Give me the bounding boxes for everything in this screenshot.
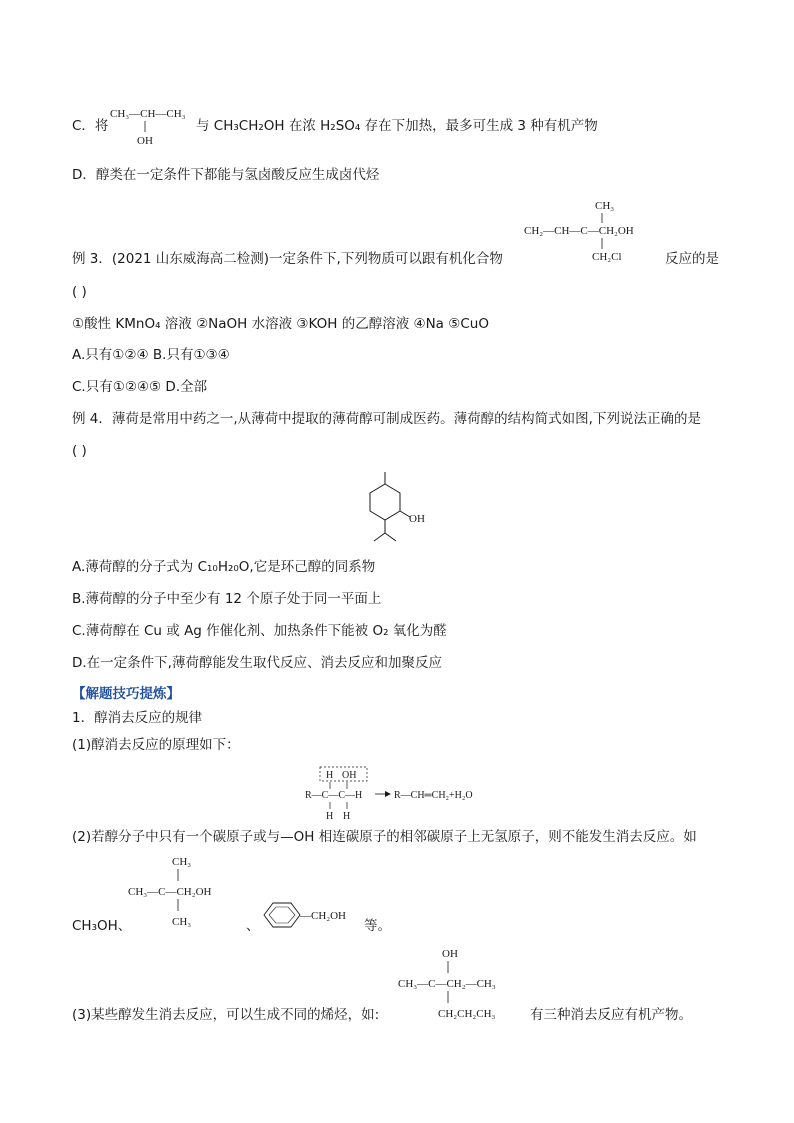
tips-rule-3-end: 有三种消去反应有机产物。 [530, 1007, 692, 1023]
option-d: D．醇类在一定条件下都能与氢卤酸反应生成卤代烃 [72, 167, 380, 183]
tert-propyl: CH₂CH₂CH₃ [438, 1008, 496, 1020]
isopropanol-oh: OH [137, 135, 153, 147]
ex4-option-c: C.薄荷醇在 Cu 或 Ag 作催化剂、加热条件下能被 O₂ 氧化为醛 [72, 623, 447, 639]
tips-ch3oh: CH₃OH、 [72, 918, 132, 934]
benzyl-ch2oh: —CH₂OH [300, 910, 347, 922]
tips-header: 【解题技巧提炼】 [72, 686, 180, 702]
ex3-main-chain: CH₂—CH—C—CH₂OH [524, 225, 634, 237]
ex4-question: 例 4．薄荷是常用中药之一,从薄荷中提取的薄荷醇可制成医药。薄荷醇的结构简式如图,下列说法正确的是 [72, 411, 701, 427]
ex3-ch3: CH₃ [595, 200, 615, 212]
ex4-paren: ( ) [72, 443, 87, 459]
neo-ch3-top: CH₃ [172, 856, 192, 868]
option-c-label: C．将 [72, 118, 109, 134]
tips-rule-2-end: 等。 [364, 918, 391, 934]
ex4-option-a: A.薄荷醇的分子式为 C₁₀H₂₀O,它是环己醇的同系物 [72, 559, 376, 575]
rxn-oh-top: OH [342, 770, 357, 781]
ex3-options-ab: A.只有①②④ B.只有①③④ [72, 347, 230, 363]
benzyl-alcohol-structure [258, 898, 368, 934]
tips-separator: 、 [246, 918, 260, 934]
tips-rule-2: (2)若醇分子中只有一个碳原子或与—OH 相连碳原子的相邻碳原子上无氢原子，则不能发生消去反应。如 [72, 829, 697, 845]
ex4-option-b: B.薄荷醇的分子中至少有 12 个原子处于同一平面上 [72, 591, 382, 607]
menthol-oh: OH [409, 513, 425, 525]
tert-main-chain: CH₃—C—CH₂—CH₃ [398, 978, 496, 990]
ex3-options-cd: C.只有①②④⑤ D.全部 [72, 379, 208, 395]
tips-rule-3: (3)某些醇发生消去反应，可以生成不同的烯烃，如: [72, 1007, 380, 1023]
neo-main-chain: CH₃—C—CH₂OH [128, 886, 212, 898]
rxn-h-bottom-2: H [343, 811, 351, 822]
ex3-ch2cl: CH₂Cl [592, 251, 622, 263]
menthol-structure [355, 470, 445, 555]
tertiary-alcohol-structure [398, 942, 538, 1022]
neo-ch3-bottom: CH₃ [172, 916, 192, 928]
rxn-h-bottom-1: H [326, 811, 334, 822]
ex3-question: 例 3．(2021 山东威海高二检测)一定条件下,下列物质可以跟有机化合物 [72, 251, 503, 267]
tert-oh: OH [442, 948, 458, 960]
isopropanol-chain: CH₃—CH—CH₃ [110, 108, 186, 120]
ex3-items: ①酸性 KMnO₄ 溶液 ②NaOH 水溶液 ③KOH 的乙醇溶液 ④Na ⑤CuO [72, 316, 489, 332]
ex4-option-d: D.在一定条件下,薄荷醇能发生取代反应、消去反应和加聚反应 [72, 655, 442, 671]
option-c-text: 与 CH₃CH₂OH 在浓 H₂SO₄ 存在下加热，最多可生成 3 种有机产物 [196, 118, 598, 134]
rxn-h-top: H [326, 770, 334, 781]
ex3-structure [524, 196, 674, 266]
ex3-question-tail: 反应的是 [665, 251, 719, 267]
neopentyl-alcohol-structure [128, 850, 258, 932]
tips-rule-1: 1．醇消去反应的规律 [72, 710, 203, 726]
isopropanol-structure [110, 104, 200, 148]
ex3-paren: ( ) [72, 284, 87, 300]
elimination-reaction [305, 765, 505, 823]
rxn-reactant: R—C—C—H [305, 790, 363, 801]
tips-rule-1a: (1)醇消去反应的原理如下： [72, 737, 240, 753]
rxn-product: R—CH═CH₂+H₂O [394, 790, 473, 801]
